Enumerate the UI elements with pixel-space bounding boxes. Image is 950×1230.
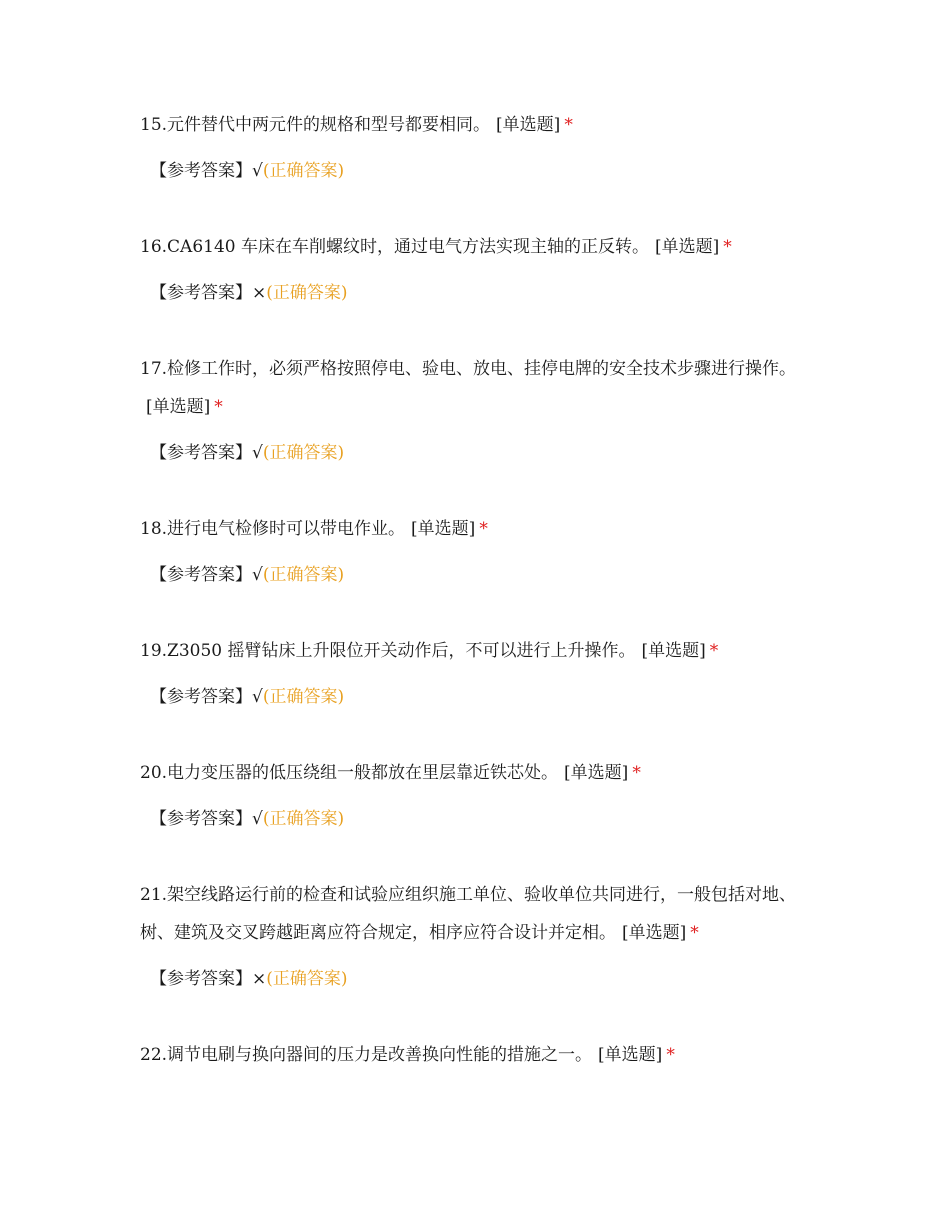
question-17 [140,350,820,426]
question-text: 18.进行电气检修时可以带电作业。 [140,519,406,539]
answer-label: 【参考答案】 [150,565,252,585]
question-16 [140,228,820,266]
answer-value: √ [252,809,263,829]
answer-value: √ [252,161,263,181]
question-15 [140,106,820,144]
required-mark: * [666,1045,675,1065]
question-type: [单选题] [622,923,687,943]
answer-note: (正确答案) [262,687,345,707]
answer-label: 【参考答案】 [150,969,252,989]
required-mark: * [564,115,573,135]
question-text: 15.元件替代中两元件的规格和型号都要相同。 [140,115,491,135]
answer-note: (正确答案) [266,283,348,303]
answer-value: × [252,969,267,989]
answer-value: √ [252,443,263,463]
question-type: [单选题] [146,397,211,417]
answer-note: (正确答案) [262,565,345,585]
answer-16 [150,280,348,306]
answer-18 [150,562,344,588]
answer-label: 【参考答案】 [150,283,252,303]
required-mark: * [690,923,699,943]
answer-value: √ [252,565,263,585]
question-text: 21.架空线路运行前的检查和试验应组织施工单位、验收单位共同进行，一般包括对地、树、建筑及交叉跨越距离应符合规定，相序应符合设计并定相。 [140,885,797,943]
question-type: [单选题] [411,519,476,539]
question-text: 20.电力变压器的低压绕组一般都放在里层靠近铁芯处。 [140,763,559,783]
answer-value: × [252,283,267,303]
question-19 [140,632,820,670]
answer-note: (正确答案) [262,443,345,463]
answer-label: 【参考答案】 [150,443,252,463]
question-text: 22.调节电刷与换向器间的压力是改善换向性能的措施之一。 [140,1045,593,1065]
answer-value: √ [252,687,263,707]
required-mark: * [723,237,732,257]
question-text: 16.CA6140 车床在车削螺纹时，通过电气方法实现主轴的正反转。 [140,237,649,257]
required-mark: * [479,519,488,539]
required-mark: * [214,397,223,417]
question-21 [140,876,820,952]
question-type: [单选题] [598,1045,663,1065]
question-18 [140,510,820,548]
answer-17 [150,440,344,466]
question-22 [140,1036,820,1074]
required-mark: * [632,763,641,783]
answer-21 [150,966,348,992]
answer-20 [150,806,344,832]
question-type: [单选题] [496,115,561,135]
answer-19 [150,684,344,710]
answer-label: 【参考答案】 [150,161,252,181]
answer-15 [150,158,344,184]
question-text: 19.Z3050 摇臂钻床上升限位开关动作后，不可以进行上升操作。 [140,641,636,661]
question-type: [单选题] [564,763,629,783]
answer-label: 【参考答案】 [150,687,252,707]
answer-note: (正确答案) [266,969,348,989]
answer-note: (正确答案) [262,809,345,829]
question-type: [单选题] [655,237,720,257]
question-type: [单选题] [641,641,706,661]
question-text: 17.检修工作时，必须严格按照停电、验电、放电、挂停电牌的安全技术步骤进行操作。 [140,359,797,379]
answer-label: 【参考答案】 [150,809,252,829]
answer-note: (正确答案) [262,161,345,181]
question-20 [140,754,820,792]
required-mark: * [709,641,719,661]
